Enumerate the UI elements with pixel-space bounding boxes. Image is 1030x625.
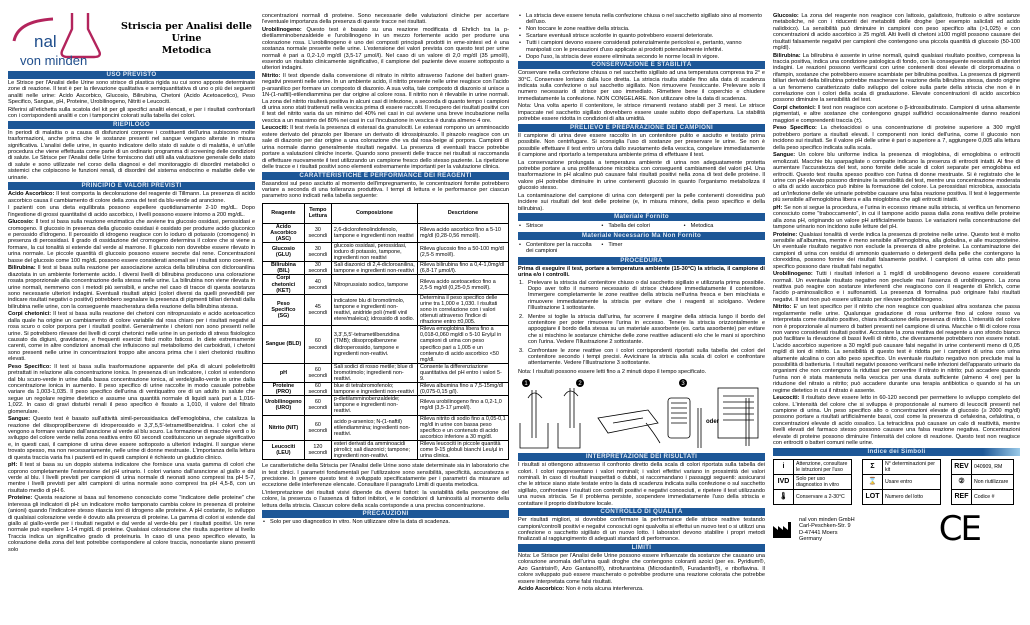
column-header: Reagente [263, 203, 305, 223]
paragraph [518, 462, 765, 507]
paragraph [773, 205, 1020, 231]
ce-mark: CE [938, 509, 980, 550]
paragraph [518, 553, 765, 585]
paragraph-text: Il test si basa sulla trasformazione apparente del pKa di alcuni polielettroliti pretrattati in relazione alla concentrazione ionica. In presenza di un indicatore, i colori si estendono dal blu scuro-verde in urine dalla bassa concentrazione ionica, al verde/giallo-verde in urine dalla concentrazione ionica in aumento. Il peso specifico di urine raccolte in modo casuale potrebbe variare da 1,003-1,035. Il peso specifico dell'urina di ventiquattro ore di un adulto in salute che segue un regolare regime dietetico e assume una quantità normale di liquidi sarà pari a 1,016-1,022. In caso di gravi disturbi renali il peso specifico è fissato a 1,010, il valore del filtrato glomerulare. [8, 363, 255, 415]
numbered-list [518, 280, 765, 367]
paragraph [262, 490, 509, 509]
paragraph-text: I risultati si ottengono attraverso il confronto diretto della scala di colori riportata sulla tabella dei colori. I colori rappresentano i valori nominali; i valori effettivi variano in prossimità dei valori nominali. In caso di risultati inaspettati o dubbi, si raccomandano i passaggi seguenti: assicurarsi che le strisce siano state testate entro la data di scadenza indicata sulla confezione o sul sacchetto sigillato, confrontare i risultati con controlli positivi e negativi conosciuti, e ripetere il test utilizzando una nuova striscia. Se il problema persiste, sospendere immediatamente l'uso della striscia e contattare il proprio distributore locale. [518, 462, 765, 507]
composition: p-dietilamminobenzaldeide; tampone e ingredienti non-reattivi. [331, 396, 417, 415]
reagent-name: Glucosio (GLU) [263, 243, 305, 262]
material-item: • Timer [600, 242, 682, 255]
paragraph-text: La bilirubina è assente in urine normali, quindi qualsiasi risultato positivo, compresa la traccia positiva, indica una condizione patologica di fondo, con la conseguente necessità di ulteriori indagini. Le reazioni possono verificarsi con urine contenenti dosi elevate di clorpromazina o rifampin, sostanze che potrebbero essere scambiate per bilirubina positiva. La presenza di pigmenti biliari derivati della bilirubina potrebbe mascherare la reazione della bilirubina stessa, dando origine a un fenomeno caratterizzato dallo sviluppo del colore sulla parte della striscia che non è in correlazione con i colori della scala di graduazione. Elevate concentrazioni di acido ascorbico possono diminuire la sensibilità del test. [773, 52, 1020, 104]
section-header: PRINCIPIO E VALORI PREVISTI [8, 182, 255, 190]
list-item [518, 54, 765, 60]
paragraph-lead: Urobilinogeno: [773, 271, 813, 278]
column-2 [262, 13, 509, 526]
description: Determina il peso specifico delle urine tra 1,000 e 1,030. I risultati sono in correlazione con i valori ottenuti attraverso l'indice di rifrazione entro ±0,005. [417, 294, 508, 325]
step-label-3: 3 [681, 381, 685, 388]
column-1 [8, 8, 255, 554]
list-item-text: Confrontare le zone reattive con i colori corrispondenti riportati sulla tabella dei colori del contenitore secondo i tempi precisi. Avvicinare la striscia alla scala di colori e confrontare attentamente. Vedere l'Illustrazione 3 sottostante. [528, 347, 765, 367]
paragraph-lead: Corpi chetonici: [773, 105, 816, 112]
paragraph-text: Basandosi sul peso asciutto al momento dell'impregnamento, le concentrazioni fornite potrebbero variare a seconda di una tolleranza produttiva. I tempi di lettura e le performance per ciascun parametro sono indicati nella tabella seguente: [262, 180, 509, 200]
description: Consente la differenziazione quantitativa del pH entro i valori 5-9. [417, 363, 508, 382]
symbol-row [952, 489, 1014, 504]
composition: Nitroprussiato sodico, tampone [331, 275, 417, 294]
paragraph [8, 495, 255, 553]
nal-von-minden-logo [8, 11, 118, 67]
paragraph-lead: pH: [8, 462, 18, 469]
reagent-name: Leucociti (LEU) [263, 440, 305, 459]
paragraph-lead: Peso Specifico: [773, 125, 817, 132]
composition: acido p-arsenico; N-(1-naftil) etilendiammina; ingredienti non-reattivi. [331, 415, 417, 440]
paragraph-text: Il test comporta la decolorazione del reagente di Tillmann. La presenza di acido ascorbico causa il cambiamento di colore della zona del test da blu-verde ad arancione. [8, 191, 255, 204]
read-time: 60 secondi [304, 396, 331, 415]
step-number: 3. [519, 347, 524, 354]
read-time: 45 secondi [304, 294, 331, 325]
paragraph-text: Il test dipende dalla conversione di nitrato in nitrito attraverso l'azione dei batteri gram-negativi presenti nelle urine. In un ambiente acido, il nitrito presente nelle urine reagisce con l'acido p-arsanilico per formare un composto di diazonio. A sua volta, tale composto di diazonio si unisce a 1N-(1-naftil)-etilendiammina per dar origine al colore rosa. Il nitrito non è rilevabile in urine normali. La zona del nitrito risulterà positiva in alcuni casi di infezione, a seconda di quanto tempo i campioni di urina sono stati trattenuti nella vescica prima di essere raccolti. Il recupero dei risultati positivi con il test del nitrito varia da un minimo del 40% nei casi in cui avviene una breve incubazione nella vescica a un massimo del 80% nei casi in cui l'incubazione in vescica è durata almeno 4 ore. [262, 73, 509, 124]
symbol-row [863, 474, 941, 489]
reagent-name: Proteine (PRO) [263, 383, 305, 396]
paragraph [8, 364, 255, 415]
symbol-row [774, 489, 852, 504]
paragraph-lead: Leucociti: [262, 125, 289, 132]
paragraph-lead: Sangue: [8, 416, 31, 423]
title-line: Striscia per Analisi delle [121, 21, 252, 32]
paragraph-text: Le caratteristiche della Striscia per l'Analisi delle Urine sono state determinate sia in laboratorio che in test clinici. I parametri fondamentali per l'utilizzatore sono sensibilità, specificità, accuratezza e precisione. In genere questo test è sviluppato specificatamente per i parametri da misurare ad eccezione delle interferenze elencate. Consultare il paragrafo Limiti di questa metodica. [262, 463, 509, 489]
reagent-name: Nitrito (NIT) [263, 415, 305, 440]
step-label-2: 2 [578, 381, 582, 388]
symbol-description: N° determinazioni per kit [883, 459, 941, 474]
list-item [518, 314, 765, 346]
title-line: Metodica [161, 45, 212, 56]
list-item-text: Tutti i campioni devono essere considerati potenzialmente pericolosi e, pertanto, vanno manipolati con le precauzioni d'uso applicate ai prodotti potenzialmente infettivi. [526, 40, 742, 53]
reagent-name: Urobilinogeno (URO) [263, 396, 305, 415]
symbol-description: Conservare a 2-30°C [794, 489, 852, 504]
material-list [518, 222, 765, 230]
description: Rileva urobilinogeno fino a 0,2-1,0 mg/dl (3,5-17 µmol/l). [417, 396, 508, 415]
section-header: PRECAUZIONI [262, 510, 509, 518]
paragraph-lead: Acido Ascorbico: [8, 191, 55, 198]
paragraph-text: Nota: I risultati possono essere letti fino a 2 minuti dopo il tempo specificato. [518, 368, 707, 375]
do-not-reuse-icon: ② [952, 474, 972, 489]
list-item-text: Solo per uso diagnostico in vitro. Non utilizzare oltre la data di scadenza. [270, 519, 451, 526]
column-header: Tempo Lettura [304, 203, 331, 223]
table-row [263, 363, 509, 382]
reagent-name: Bilirubina (BIL) [263, 262, 305, 275]
reagent-name: pH [263, 363, 305, 382]
paragraph-text: In periodi di malattia o a causa di disfunzioni corporee i costituenti dell'urina subiscono molte trasformazioni, anche prima che le sostanze presenti nel sangue vengano alterate in misura significativa. L'analisi delle urine, in quanto indicatore dello stato di salute o di malattia, è un'utile procedura che viene effettuata come parte di un ordinario programma di screening delle condizioni di salute. Le Strisce per l'Analisi delle Urine forniscono dati utili alla valutazione generale dello stato di salute e sono utilizzate nel corso della diagnosi e del monitoraggio di disordini metabolici o sistemici che colpiscono le funzioni renali, di disordini del sistema endocrino e malattie delle vie urinarie. [8, 129, 255, 181]
paragraph [518, 70, 765, 102]
paragraph-lead: Bilirubina: [8, 265, 36, 272]
paragraph-lead: Glucosio: [8, 219, 34, 226]
list-item [518, 26, 765, 32]
paragraph [773, 13, 1020, 51]
read-time: 30 secondi [304, 223, 331, 242]
paragraph-lead: pH: [773, 204, 783, 211]
paragraph [773, 105, 1020, 124]
composition: esteri derivati da amminoacidi pirrolici; sali diazonici; tampone; ingredienti non-reattivi. [331, 440, 417, 459]
address-line: Germany [799, 535, 823, 542]
paragraph [518, 193, 765, 212]
paragraph [773, 53, 1020, 104]
paragraph-text: E' un test specifico per il nitrito che non reagisce con qualsiasi altra sostanza che passa regolarmente nelle urine. Qualunque gradazione di rosa uniforme fino al colore rosso va interpretata come risultato positivo, chiara indicazione della presenza di nitrito. L'intensità del colore non è proporzionale al numero di batteri presenti nel campione di urina. Macchie o fili di colore rosa non vanno considerati risultati positivi. Accostare la zona reattiva del reagente a uno sfondo bianco può facilitare la rilevazione di bassi livelli di nitrito, che diversamente potrebbero non essere notati. L'acido ascorbico superiore a 30 mg/dl può causare falsi negativi in urine contenenti meno di 0,05 mg/dl di ioni di nitrito. La sensibilità di questo test è ridotta per i campioni di urina con urina altamente alcalina o con alto peso specifico. Un eventuale risultato negativo non preclude mai la possibilità di batteriuria. I risultati negativi possono verificarsi nelle infezioni dell'apparato urinario da organismi che non contengono la riduttasi per convertire il nitrato in nitrito; può accadere quando l'urina non è stata mantenuta nella vescica per una durata sufficiente (almeno 4 ore) per la riduzione del nitrato a nitrito; può accadere durante una terapia antibiotica o quando si ha un regime dietetico in cui il nitrato è assente. [773, 304, 1020, 394]
paragraph [8, 462, 255, 494]
table-row [263, 440, 509, 459]
composition: blue di tetrabromofenolo; tampone e ingredienti non-reattivi [331, 383, 417, 396]
paragraph [262, 463, 509, 489]
paragraph-text: Prima di eseguire il test, portare a temperatura ambiente (15-30°C) la striscia, il campione di urina e/o i controlli. [518, 265, 765, 278]
paragraph [773, 232, 1020, 270]
paragraph [773, 125, 1020, 151]
read-time: 60 secondi [304, 363, 331, 382]
manufacturer-address [799, 517, 855, 543]
paragraph [518, 586, 765, 592]
paragraph [773, 271, 1020, 303]
read-time: 60 secondi [304, 326, 331, 364]
section-header: USO PREVISTO [8, 71, 255, 79]
table-row [263, 326, 509, 364]
document-header [8, 8, 255, 70]
paragraph-lead: Corpi chetonici: [8, 311, 52, 318]
list-item-text: Non toccare le zone reattive della striscia. [526, 26, 630, 33]
step-number: 2. [519, 313, 524, 320]
table-header-row [263, 203, 509, 223]
temperature-icon: 🌡 [774, 489, 794, 504]
section-header: RIEPILOGO [8, 121, 255, 129]
rev-label: REV [952, 459, 972, 474]
lot-icon: LOT [863, 489, 883, 504]
symbol-description: Attenzione, consultare le istruzioni per l'uso [794, 459, 852, 474]
or-label: oder [706, 419, 720, 426]
symbol-row [863, 459, 941, 474]
description: Rileva nitrito di sodio fino a 0,05-0,1 mg/dl in urine con bassa peso specifico e un contenuto di acido ascorbico inferiore a 30 mg/dl. [417, 415, 508, 440]
paragraph-text: La zona del reagente non reagisce con lattosio, galattosio, fruttosio o altre sostanze metaboliche, né con i riducenti dei metaboliti delle droghe (per esempio salicilati ed acido nalidixico). La sensibilità può diminuire in campioni con peso specifico alta (>1,025) e con concentrazioni di acido ascorbico ≥ 25 mg/dl. Alti livelli di chetoni ≥100 mg/dl possono causare dei risultati falsamente negativi per campioni che contengono una piccola quantità di glucosio (50-100 mg/dl). [773, 13, 1020, 52]
paragraph-lead: Proteine: [8, 495, 33, 502]
composition: 2,6-diclorofenolindofenolo, tampone e ingredienti non reattivi [331, 223, 417, 242]
paragraph-text: Il campione di urina deve essere raccolto in un contenitore pulito e asciutto e testato prima possibile. Non centrifugare. Si sconsiglia l'uso di sostanze per preservare le urine. Se non è possibile effettuare il test entro un'ora dallo svuotamento della vescica, congelare immediatamente il campione and riportarlo a temperatura ambiente prima di effettuare il test. [518, 132, 765, 159]
info-icon: i [774, 459, 794, 474]
manufacturer-icon [773, 522, 791, 538]
paragraph-text: Il test si basa sulla reazione enzimatica che avviene tra glucosio ossidasi, perossidasi e cromogeno. Il glucosio in presenza della glucosio ossidasi è ossidato per produrre acido gluconico e perossido d'idrogeno. Il perossido di idrogeno reagisce con lo ioduro di potassio (cromogeno) in presenza di perossidasi. Il grado di ossidazione del cromogeno determina il colore che si viene a formare, la cui tonalità si estende dal verde al marrone. Il glucosio non dovrebbe essere rilevato in urina normale. Le piccole quantità di glucosio possono essere secrete dal rene. Concentrazioni basse del glucosio come 100 mg/dL possono essere considerati anomali se i risultati sono coerenti. [8, 219, 255, 264]
list-item [518, 13, 765, 26]
paragraph-text: Per risultati migliori, si dovrebbe confermare la performance delle strisce reattive testando campioni/controlli positivi e negativi conosciuti ogni qualvolta si effettui un nuovo test o si utilizzi una confezione o sacchetto sigillato di un nuovo lotto. I laboratori devono stabilire i propri metodi finalizzati al raggiungimento di adeguati standard di performance. [518, 517, 765, 543]
table-row [263, 223, 509, 242]
paragraph [8, 191, 255, 204]
paragraph-text: Nota: Le Strisce per l'Analisi delle Urine possono essere influenzate da sostanze che causano una colorazione anomala dell'urina quali droghe che contengono coloranti azoici (per es. Pyridium®, Azo Gantrisin®, Azo Gantanol®), nitrofurantoina (Microdantin®, Furadantin®), e riboflavina. Il colore sviluppato può essere mascherato o potrebbe produrre una reazione colorata che potrebbe essere interpretata come falsi risultati. [518, 553, 765, 585]
description: Rileva albumina fino a 7,5-15mg/dl (0,075-0,15 g/l). [417, 383, 508, 396]
paragraph [8, 205, 255, 218]
paragraph-text: L'interpretazione dei risultati visivi dipende da diversi fattori: la variabilità della percezione del colore, la presenza o l'assenza di fattori inibitori, e le condizioni di luminosità al momento della lettura della striscia. Ciascun colore della scala corrisponde a una precisa concentrazione. [262, 490, 509, 509]
list-item [262, 519, 509, 525]
manufacturer-block [773, 509, 1020, 550]
paragraph [8, 107, 255, 120]
title-line: Urine [171, 33, 202, 44]
reagent-table [262, 203, 509, 460]
column-3 [518, 13, 765, 594]
section-header: CONSERVAZIONE E STABILITÀ [518, 61, 765, 69]
paragraph [773, 395, 1020, 446]
paragraph [518, 369, 765, 375]
bullet-list [518, 13, 765, 60]
paragraph-text: concentrazioni normali di proteine. Sono necessarie delle valutazioni cliniche per accertare l'eventuale importanza della presenza di queste tracce nei risultati. [262, 13, 509, 26]
paragraph-text: Non è nota alcuna interferenza. [564, 586, 644, 593]
symbol-row [774, 474, 852, 489]
reagent-name: Acido Ascorbico (ASC) [263, 223, 305, 242]
composition: Sali diazonici di 2,4-dicloroanilina, tampone e ingredienti non-reattivi [331, 262, 417, 275]
list-item-text: La striscia deve essere tenuta nella confezione chiusa o nel sacchetto sigillato sino al momento dell'uso. [526, 13, 763, 26]
paragraph-text: Qualsiasi tonalità di verde indica la presenza di proteine nelle urine. Questo test è molto sensibile all'albumina, mentre è meno sensibile all'emoglobina, alla globulina, e alle mucoproteine. Un eventuale risultato negativo non esclude la presenza di altre proteine. La contaminazione dei campioni di urina con residui di ammonio quaternario o detergenti della pelle che contengono la clorexidina, possono fornire dei risultati falsamente positivi. I campioni di urina con alto peso specifico possono dare risultati falsi negativi. [773, 231, 1020, 270]
paragraph-text: La contaminazione del campione di urina con detergenti per la pelle contenenti clorexidina può incidere sui risultati del test delle proteine (e, in misura minore, della peso specifico e della bilirubina). [518, 192, 765, 212]
hourglass-icon: ⌛ [863, 474, 883, 489]
table-row [263, 383, 509, 396]
material-item: • Metodica [683, 223, 765, 229]
paragraph [262, 27, 509, 72]
paragraph-text: Il test si basa su un doppio sistema indicatore che fornisce una vasta gamma di colori che coprono completamente l'estensione del pH urinario. I colori variano dall'arancione al giallo e dal verde al blu. I livelli previsti per campioni di urina normale di neonati sono compresi tra pH 5-7, mentre i livelli previsti per altri campioni di urina normale sono compresi tra pH 4,5-8, con un risultato medio di pH 6. [8, 462, 255, 494]
section-header: Materiale Necessario Ma Non Fornito [518, 232, 765, 240]
description: Rileva acido ascorbico fino a 5-10 mg/dl (0,28-0,56 mmol/l). [417, 223, 508, 242]
paragraph-lead: Bilirubina: [773, 52, 801, 59]
paragraph-text: Se non si segue la procedura, e l'urina in eccesso rimane sulla striscia, si verifica un fenomeno conosciuto come "traboccamento", in cui il tampone acido passa dalla zona reattiva delle proteine alla zona pH, originando un valore pH artificialmente basso. Le variazioni nella concentrazione del tampone urinario non incidono sulle letture del pH. [773, 204, 1020, 230]
composition: glucosio ossidasi, perossidasi, ioduro di potassio, tampone, ingredienti non reattivi [331, 243, 417, 262]
paragraph [8, 265, 255, 310]
description: Rileva acido acetoacetico fino a 2,5-5 mg/dl (0,25-0,5 mmol/l). [417, 275, 508, 294]
paragraph-text: Il test si basa sulla reazione dei chetoni con nitroprussiato e acido acetoacetico dalla quale ha origine un cambiamento di colore variabile dal rosa chiaro per i risultati negativi al rosa scuro o color porpora per i risultati positivi. Generalmente i chetoni non sono presenti nelle urine. Si potrebbero rilevare dei livelli di corpi chetonici nelle urine in un periodo di stress fisiologico causato da digiuni, gravidanze, e frequenti esercizi fisici molto faticosi. In diete estremamente carenti, come in altre condizioni anomali che influiscono sul metabolismo dei carboidrati, i chetoni sono presenti nelle urine in concentrazioni troppo alte ancora prima che i sieri chetonici risultino elevati. [8, 311, 256, 363]
section-header: PRELIEVO E PREPARAZIONE DEI CAMPIONI [518, 124, 765, 132]
step-label-1: 1 [524, 381, 528, 388]
description: Rileva glucosio fino a 50-100 mg/dl (2,5-5 mmol/l). [417, 243, 508, 262]
paragraph-text: Le Strisce per l'Analisi delle Urine sono strisce di plastica rigida su cui sono apposte determinate zone di reazione. Il test è per la rilevazione qualitativa e semiquantitativa di uno o più dei seguenti analiti nelle urine: Acido Ascorbico, Glucosio, Bilirubina, Chetoni (Acido Acetoacetico), Peso Specifico, Sangue, pH, Proteine, Urobilinogeno, Nitriti e Leucociti. [8, 80, 255, 106]
symbol-description: Solo per uso diagnostico in vitro [794, 474, 852, 489]
paragraph-text: La conservazione prolungata a temperatura ambiente di urina non adeguatamente protetta potrebbe portare a una proliferazione microbica con conseguenti cambiamenti del valori pH. Una trasformazione in pH alcalino può causare falsi risultati positivi nella zona di test delle proteine. Il valore pH potrebbe diminuire in urine contenenti glucosio in quanto l'organismo metabolizza il glucosio stesso. [518, 159, 765, 192]
paragraph-lead: Proteine: [773, 231, 798, 238]
paragraph-text: Il risultato deve essere letto in 60-120 secondi per permettere lo sviluppo completo del colore. L'intensità del colore che si sviluppa è proporzionale al numero di leucociti presenti nel campione di urina. Un peso specifico alto o concentrazioni elevate di glucosio (≥ 2000 mg/dl) possono portare a risultati artificialmente bassi, così come la presenza di cefalexina, cefalotina, o concentrazioni elevate di acido ossalico. La tetraciclina può causare un calo di reattività, mentre livelli elevati del farmaco stesso possono causare una falsa reazione negativa. Concentrazioni elevate di proteine possono diminuire l'intensità del colore di reazione. Questo test non reagisce con eritrociti o batteri comuni nelle urine. [773, 395, 1020, 447]
read-time: 60 secondi [304, 383, 331, 396]
paragraph [518, 517, 765, 543]
procedure-drawing [518, 378, 765, 450]
paragraph [8, 416, 255, 461]
read-time: 120 secondi [304, 440, 331, 459]
table-row [263, 415, 509, 440]
paragraph [773, 304, 1020, 394]
section-header: LIMITI [518, 544, 765, 552]
paragraph-text: Riferirsi all'etichetta sulla scatola del kit per gli specifici analiti elencati, e per i risultati confrontarli con i corrispondenti analiti e con i tamponcini colorati sulla tabella dei colori. [8, 106, 255, 120]
column-header: Composizione [331, 203, 417, 223]
address-line: D-47441 Moers [799, 529, 838, 536]
paragraph [262, 125, 509, 170]
paragraph-text: Il test rivela la presenza di esterasi da granulociti. Le esterasi rompono un amminoacido estere derivato del pirazolo per liberare un derivato di idrossipirazolo. Il pirazolo reagisce con un sale di diazonio per dar origine a una colorazione che va dal rosa-beige al porpora. Campioni di urina normale danno generalmente risultati negativi. La presenza di eventuali tracce potrebbe portare a valutazioni cliniche incerte. Quando sono presenti delle tracce nei risultati si raccomanda di effettuare nuovamente il test utilizzando un campione fresco dello stesso paziente. La ripetizione delle tracce e i risultati positivi sono elementi estremamente importanti per la valutazione clinica. [262, 125, 509, 170]
description: Rileva bilirubina fino a 0,4-1,0mg/dl (6,8-17 µmol/l). [417, 262, 508, 275]
document-title [118, 21, 255, 57]
sigma-icon: Σ [863, 459, 883, 474]
material-item: • Contenitore per la raccolta dei campioni [518, 242, 600, 255]
composition: Sali sodici di rosso metile; blue di bromotimolo; ingredienti non-reattivi. [331, 363, 417, 382]
symbol-table [773, 459, 852, 505]
ivd-icon: IVD [774, 474, 794, 489]
ref-label: REF [952, 489, 972, 504]
section-header: CONTROLLO DI QUALITÀ [518, 508, 765, 516]
paragraph-lead: Glucosio: [773, 13, 799, 19]
paragraph [518, 160, 765, 192]
composition: indicatore blu di bromotimolo, tampone e ingredienti non-reattivi, anidride poli (metil vinil etere/maleica); idrossido di sodio. [331, 294, 417, 325]
paragraph-lead: Sangue: [773, 152, 796, 159]
paragraph [518, 133, 765, 159]
list-item-text: Prelevare la striscia dal contenitore chiuso o dal sacchetto sigillato e utilizzarla prima possibile. Dopo aver tolto il numero necessario di strisce chiudere immediatamente il contenitore. Immergere completamente le zone reattive della striscia nell'urina fresca e ben mischiata e rimuovere immediatamente la striscia per evitare che i reagenti si sciolgano. Vedere l'Illustrazione 1 sottostante. [528, 279, 765, 312]
table-row [263, 294, 509, 325]
symbol-row [774, 459, 852, 474]
symbol-table [862, 459, 941, 505]
section-header: CARATTERISTICHE E PERFORMANCE DEI REAGENTI [262, 172, 509, 180]
table-row [263, 275, 509, 294]
material-item: • Tabella dei colori [600, 223, 682, 229]
paragraph-lead: Nitrito: [262, 73, 281, 80]
paragraph-text: La chetoacidosi o una concentrazione di proteine superiore a 300 mg/dl potrebbero portare a risultati elevati. I componenti non ionici dell'urina, come il glucosio non incidono sui risultati. Se il valore pH delle urine è pari o superiore a 7, aggiungere 0,005 alla lettura della peso specifico indicata sulla scala. [773, 125, 1021, 151]
paragraph-text: Il test non reagisce con acetone o β-idrossibutirrato. Campioni di urina altamente pigmentati, e altre sostanze che contengono gruppi sulfidrici occasionalmente danno reazioni maggiori e comprendenti traccia (±). [773, 105, 1021, 124]
symbol-description: Numero del lotto [883, 489, 941, 504]
svg-text:von minden: von minden [20, 53, 88, 67]
symbol-description: Non riutilizzare [972, 474, 1014, 489]
column-1-body [8, 71, 255, 553]
section-header: PROCEDURA [518, 257, 765, 265]
column-header: Descrizione [417, 203, 508, 223]
paragraph [262, 13, 509, 26]
paragraph-text: Questo test è basato su una reazione modificata di Ehrlich tra la p-dietilamminobenzaldeide e l'urobilinogeno in un mezzo fortemente acido per produrre una colorazione rosa. L'urobilinogeno è uno dei composti principali prodotti in eme-sintesi ed è una sostanza normale presente nelle urine. L'estensione dei valori prevista con questo test per urine normali è pari a 0,2-1,0 mg/dl (3,5-17 µmol/l). Nel caso di un valore di 2,0 mg/dl (35 µmol/l), essendo un risultato clinicamente significativo, il campione del paziente deve essere sottoposto a ulteriori indagini. [262, 27, 509, 72]
step-number: 1. [519, 279, 524, 286]
description: Rileva leucociti in piccole quantità come 9-15 globuli bianchi Leu/µl in urina clinica. [417, 440, 508, 459]
paragraph-text: Conservare nella confezione chiusa o nel sacchetto sigillato ad una temperatura compresa tra 2° e 30°C. Conservare lontano dalla luce diretta. La striscia risulta stabile fino alla data di scadenza indicata sulla confezione o sul sacchetto sigillato. Non rimuovere l'essiccante. Prelevare solo il numero necessario di strisce per uso immediato. Rimettere bene il coperchio e chiudere immediatamente la confezione. NON CONGELARE. Non utilizzare oltre la data di scadenza. [518, 70, 765, 102]
table-row [263, 243, 509, 262]
reagent-name: Corpi chetonici (KET) [263, 275, 305, 294]
list-item [518, 33, 765, 39]
procedure-illustration [518, 378, 765, 450]
read-time: 30 secondi [304, 262, 331, 275]
paragraph-lead: Nitrito: [773, 304, 792, 311]
paragraph [262, 73, 509, 124]
paragraph-text: Un colore blu uniforme indica la presenza di mioglobina, di emoglobina o eritrociti emolizzati. Macchie blu sparpagliate o compatte indicano la presenza di eritrociti intatti. Al fine di aumentare l'accuratezza del test, sono fornite delle scale di colori separate per emoglobina ed eritrociti. Questo test risulta spesso positivo con l'urina di donne mestruate. Si è registrato che le urine con pH elevato possono diminuire la sensibilità del test, mentre una concentrazione moderata o alta di acido ascorbico può inibire la formazione del colore. La perossidasi microbica, associata ad un'infezione delle vie urinarie potrebbe causare una falsa reazione positiva. Il test è leggermente più sensibile all'emoglobina libera e alla mioglobina che agli eritrociti intatti. [773, 152, 1020, 204]
svg-text:nal: nal [34, 32, 57, 51]
section-header: Indice dei Simboli [773, 448, 1020, 456]
table-row [263, 396, 509, 415]
paragraph [8, 80, 255, 106]
paragraph [518, 266, 765, 279]
paragraph-text: Il test si basa sulla reazione per associazione azoica della bilirubina con dicloroanilina diazotata in un ambiente fortemente acido. I diversi livelli di bilirubina producono una colorazione rosata proporzionale alla concentrazione della stessa nelle urine. La bilirubina non viene rilevata in urine normali, nemmeno con i metodi più sensibili, e anche nel caso di tracce di questa sostanza sono necessarie ulteriori indagini. Eventuali risultati atipici (colori diversi da quelli prevedibili per indicare risultati negativi o positivi) potrebbero segnalare la presenza di pigmenti biliari derivati dalla bilirubina nelle urine, con la conseguente mascheratura della reazione della bilirubina stessa. [8, 265, 255, 310]
paragraph [773, 152, 1020, 203]
bullet-list [262, 519, 509, 525]
paragraph [262, 181, 509, 200]
paragraph-text: I pazienti con una dieta equilibrata possono espellere quotidianamente 2-10 mg/dL. Dopo l'ingestione di grossi quantitativi di acido ascorbico, i livelli possono essere intorno a 200 mg/dL. [8, 205, 255, 218]
composition: 3,3',5,5'-tetrametilbenzidina (TMB); diisopropilbenzene diidroperossido, tampone e ingredienti non-reattivi. [331, 326, 417, 364]
paragraph-lead: Urobilinogeno: [262, 27, 302, 33]
paragraph-text: Questo test è basato sull'attività simil-perossidasica dell'emoglobina, che catalizza la reazione del diisopropilbenzene di idroperossido e 3,3',5,5'-tetrametilbenzidina. I colori che si vengono a formare variano dall'arancione al verde al blu scuro. La formazione di macchie verdi o lo sviluppo del colore verde nella zona reattiva entro 60 secondi costituiscono un segnale significativo e, in questi casi, il campione di urina deve essere sottoposto a ulteriori indagini. Il sangue viene trovato spesso, ma non necessariamente, nelle urine di donne mestruate. L'importanza della lettura di questa traccia varia fra i pazienti ed in questi campioni è richiesto un giudizio clinico. [8, 416, 255, 461]
paragraph-lead: Peso Specifico: [8, 363, 52, 370]
paragraph [8, 311, 255, 362]
paragraph-lead: Leucociti: [773, 395, 800, 402]
material-list [518, 241, 765, 256]
paragraph [518, 103, 765, 122]
list-item-text: Dopo l'uso, la striscia deve essere eliminata secondo le norme locali in vigore. [526, 53, 720, 60]
read-time: 60 secondi [304, 415, 331, 440]
symbol-row [952, 459, 1014, 474]
table-row [263, 262, 509, 275]
column-4 [773, 13, 1021, 550]
address-line: nal von minden GmbH [799, 516, 855, 523]
list-item-text: Mentre si toglie la striscia dall'urina, far scorrere il margine della striscia lungo il bordo del contenitore per poter rimuovere l'urina in eccesso. Tenere la striscia orizzontalmente e appoggiare il bordo della stessa su un materiale assorbente (es. carta assorbente) per evitare che si mischino le sostanze chimiche delle zone reattive adiacenti e/o che le mani si sporchino con l'urina. Vedere l'Illustrazione 2 sottostante. [528, 313, 765, 346]
symbol-table [951, 459, 1014, 505]
list-item [518, 348, 765, 367]
section-header: INTERPRETAZIONE DEI RISULTATI [518, 453, 765, 461]
list-item [518, 280, 765, 312]
paragraph [8, 130, 255, 181]
read-time: 30 secondi [304, 243, 331, 262]
material-item: • Strisce [518, 223, 600, 229]
symbol-description: Codice # [972, 489, 1014, 504]
flask-logo-icon [8, 11, 118, 67]
symbol-index [773, 459, 1020, 505]
symbol-row [952, 474, 1014, 489]
symbol-description: Usare entro [883, 474, 941, 489]
list-item-text: Scartare eventuali strisce scolorite in quanto potrebbero essersi deteriorate. [526, 33, 714, 40]
symbol-description: 040909, RM [972, 459, 1014, 474]
paragraph [8, 219, 255, 264]
read-time: 40 secondi [304, 275, 331, 294]
address-line: Carl-Peschken-Str. 9 [799, 523, 851, 530]
list-item [518, 40, 765, 53]
paragraph-text: Questa reazione si basa sul fenomeno conosciuto come "indicatore delle proteine" che interessa gli indicatori di pH: un indicatore molto tamponato cambia colore in presenza di proteine (anioni) quando l'indicatore stesso rilascia ioni di idrogeno alle proteine. A pH costante, lo sviluppo di qualsiasi colorazione verde è dovuto alla presenza di proteine. La gamma di colori si estende dal giallo al giallo-verde per i risultati negativi e dal verde al verde-blu per i risultati positivi. Un rene normale può espellere 1-14 mg/dL di proteine. Qualsiasi colorazione che risulta superiore al livello Traccia indica un significativo grado di proteinuria. In caso di una peso specifico elevato, la colorazione della zona del test potrebbe corrispondere al colore traccia, nonostante siano presenti solo [8, 495, 255, 553]
reagent-name: Sangue (BLD) [263, 326, 305, 364]
description: Rileva emoglobina libera fino a 0,018-0,060 mg/dl o 5-10 Ery/µl in campioni di urina con peso specifico pari a 1,005 e un contenuto di acido ascorbico <50 mg/dl. [417, 326, 508, 364]
reagent-name: Peso Specifico (SG) [263, 294, 305, 325]
paragraph-lead: Acido Ascorbico: [518, 586, 565, 593]
section-header: Materiale Fornito [518, 213, 765, 221]
paragraph-text: Nota: Una volta aperto il contenitore, le strisce rimanenti restano stabili per 3 mesi. Le strisce impaccate nel sacchetto sigillato dovrebbero essere usate subito dopo dell'apertura. La stabilità potrebbe essere ridotta in condizioni di alta umidità. [518, 103, 765, 123]
paragraph-text: Tutti i risultati inferiori a 1 mg/dl di urobilinogeno devono essere considerati normali. Un eventuale risultato negativo non preclude mai l'assenza di urobilinogeno. La zona reattiva può reagire con sostanze interferenti che reagiscono con il reagente di Ehrlich, come l'acido p-aminosalicilico e i sulfonamidi. La presenza di formalina può originare falsi risultati negativi. Il test non può essere utilizzato per rilevare porfobilinogeno. [773, 271, 1020, 303]
symbol-row [863, 489, 941, 504]
